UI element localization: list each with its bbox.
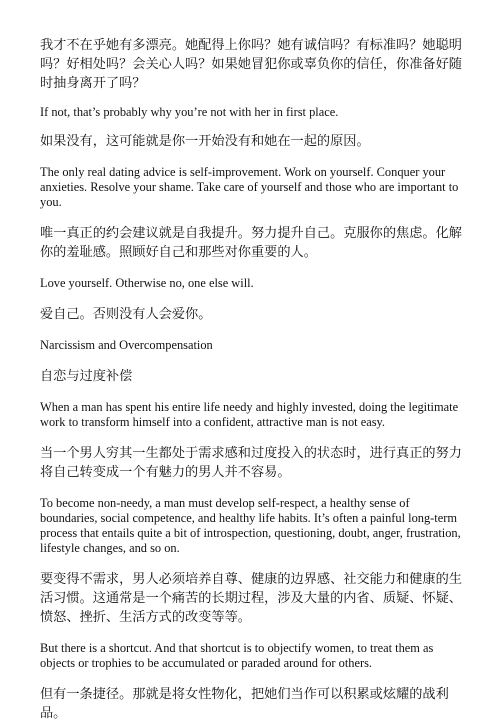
paragraph-zh: 爱自己。否则没有人会爱你。 [40,307,212,322]
paragraph-zh: 当一个男人穷其一生都处于需求感和过度投入的状态时，进行真正的努力将自己转变成一个有魅力的男人并不容易。 [40,446,462,480]
paragraph-zh: 唯一真正的约会建议就是自我提升。努力提升自己。克服你的焦虑。化解你的羞耻感。照顾好自己和那些对你重要的人。 [40,226,462,260]
paragraph-en: When a man has spent his entire life needy and highly invested, doing the legitimate work to transform himself into a confident, attractive man is not easy. [40,400,459,429]
paragraph-zh: 但有一条捷径。那就是将女性物化，把她们当作可以积累或炫耀的战利品。 [40,687,449,721]
paragraph-en: Love yourself. Otherwise no, one else will. [40,276,254,290]
section-heading-zh: 自恋与过度补偿 [40,369,133,384]
paragraph-en: If not, that’s probably why you’re not with her in first place. [40,105,339,119]
paragraph-zh: 如果没有，这可能就是你一开始没有和她在一起的原因。 [40,134,370,149]
paragraph-en: The only real dating advice is self-improvement. Work on yourself. Conquer your anxieties. Resolve your shame. Take care of yourself and those who are important to you. [40,165,459,209]
section-heading-en: Narcissism and Overcompensation [40,338,213,352]
paragraph-en: But there is a shortcut. And that shortcut is to objectify women, to treat them as objects or trophies to be accumulated or paraded around for others. [40,641,434,670]
paragraph-zh: 我才不在乎她有多漂亮。她配得上你吗？她有诚信吗？有标准吗？她聪明吗？好相处吗？会关心人吗？如果她冒犯你或辜负你的信任，你准备好随时抽身离开了吗？ [40,38,462,91]
paragraph-zh: 要变得不需求，男人必须培养自尊、健康的边界感、社交能力和健康的生活习惯。这通常是一个痛苦的长期过程，涉及大量的内省、质疑、怀疑、愤怒、挫折、生活方式的改变等等。 [40,572,462,625]
paragraph-en: To become non-needy, a man must develop self-respect, a healthy sense of boundaries, social competence, and healthy life habits. It’s often a painful long-term process that entails quite a bit of introspection, questioning, doubt, anger, frustration, lifestyle changes, and so on. [40,496,461,555]
